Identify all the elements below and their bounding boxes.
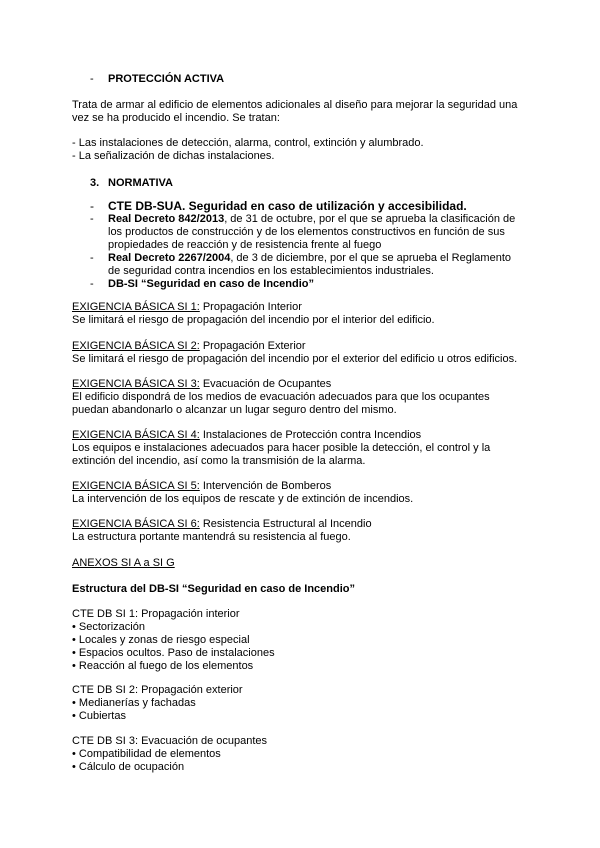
heading-text: PROTECCIÓN ACTIVA [108, 73, 225, 85]
list-dash: - [90, 73, 94, 85]
exigencia-text: Se limitará el riesgo de propagación del incendio por el interior del edificio. [72, 314, 435, 326]
exigencia-label: EXIGENCIA BÁSICA SI 3: [72, 378, 200, 390]
exigencia-si5 [72, 480, 542, 506]
exigencia-text: La intervención de los equipos de rescate y de extinción de incendios. [72, 493, 414, 505]
list-item: - La señalización de dichas instalaciones. [72, 150, 275, 162]
proteccion-items [72, 137, 542, 163]
exigencia-si4 [72, 429, 542, 468]
list-item [90, 200, 530, 213]
bullet-item: • Cálculo de ocupación [72, 761, 185, 773]
bullet-item: • Locales y zonas de riesgo especial [72, 634, 250, 646]
exigencia-label: EXIGENCIA BÁSICA SI 2: [72, 340, 200, 352]
proteccion-paragraph [72, 99, 542, 125]
normativa-list [90, 200, 530, 291]
exigencia-label: EXIGENCIA BÁSICA SI 1: [72, 301, 200, 313]
bullet-item: • Compatibilidad de elementos [72, 748, 221, 760]
si-title: CTE DB SI 3: Evacuación de ocupantes [72, 735, 268, 747]
exigencia-si3 [72, 378, 542, 417]
paragraph-line: vez se ha producido el incendio. Se tratan: [72, 112, 280, 124]
item-bold: DB-SI “Seguridad en caso de Incendio” [108, 278, 314, 290]
exigencia-si1 [72, 301, 542, 327]
list-dash: - [90, 278, 94, 290]
item-bold: Real Decreto 2267/2004 [108, 252, 231, 264]
list-dash: - [90, 199, 94, 213]
exigencia-text: Los equipos e instalaciones adecuados para hacer posible la detección, el control y la [72, 442, 491, 454]
section-number: 3. [90, 177, 100, 189]
exigencia-text: La estructura portante mantendrá su resistencia al fuego. [72, 531, 351, 543]
item-bold: Real Decreto 842/2013 [108, 213, 225, 225]
list-item [90, 213, 530, 252]
exigencia-si2 [72, 340, 542, 366]
exigencia-text: Se limitará el riesgo de propagación del incendio por el exterior del edificio u otros edificios. [72, 353, 518, 365]
item-bold: CTE DB-SUA. Seguridad en caso de utilización y accesibilidad. [108, 199, 467, 213]
item-text: , de 3 de diciembre, por el que se aprueba el Reglamento [230, 252, 511, 264]
list-dash: - [90, 252, 94, 264]
exigencia-text: extinción del incendio, así como la transmisión de la alarma. [72, 455, 366, 467]
item-line: los productos de construcción y de los elementos constructivos en función de sus [108, 226, 505, 238]
exigencia-title: Propagación Interior [199, 301, 302, 313]
exigencia-title: Propagación Exterior [199, 340, 306, 352]
bullet-item: • Cubiertas [72, 710, 126, 722]
si2-block [72, 684, 542, 723]
item-line: propiedades de reacción y de resistencia frente al fuego [108, 239, 382, 251]
si-title: CTE DB SI 2: Propagación exterior [72, 684, 243, 696]
anexos [72, 557, 542, 570]
anexos-text: ANEXOS SI A a SI G [72, 557, 175, 569]
exigencia-title: Intervención de Bomberos [199, 480, 332, 492]
heading-text: NORMATIVA [108, 177, 173, 189]
bullet-item: • Espacios ocultos. Paso de instalaciones [72, 647, 275, 659]
si1-block [72, 608, 542, 673]
exigencia-label: EXIGENCIA BÁSICA SI 5: [72, 480, 200, 492]
estructura-heading: Estructura del DB-SI “Seguridad en caso de Incendio” [72, 583, 356, 595]
exigencia-label: EXIGENCIA BÁSICA SI 6: [72, 518, 200, 530]
estructura-title [72, 583, 542, 596]
exigencia-title: Resistencia Estructural al Incendio [199, 518, 372, 530]
si-title: CTE DB SI 1: Propagación interior [72, 608, 240, 620]
item-line: de seguridad contra incendios en los establecimientos industriales. [108, 265, 434, 277]
bullet-item: • Medianerías y fachadas [72, 697, 196, 709]
exigencia-text: puedan abandonarlo o alcanzar un lugar seguro dentro del mismo. [72, 404, 397, 416]
paragraph-line: Trata de armar al edificio de elementos adicionales al diseño para mejorar la seguridad una [72, 99, 518, 111]
si3-block [72, 735, 542, 774]
exigencia-title: Instalaciones de Protección contra Incendios [199, 429, 422, 441]
exigencia-label: EXIGENCIA BÁSICA SI 4: [72, 429, 200, 441]
list-item [90, 252, 530, 278]
list-item: - Las instalaciones de detección, alarma, control, extinción y alumbrado. [72, 137, 424, 149]
item-text: , de 31 de octubre, por el que se aprueba la clasificación de [224, 213, 516, 225]
list-dash: - [90, 213, 94, 225]
exigencia-text: El edificio dispondrá de los medios de evacuación adecuados para que los ocupantes [72, 391, 490, 403]
exigencia-si6 [72, 518, 542, 544]
bullet-item: • Sectorización [72, 621, 145, 633]
exigencia-title: Evacuación de Ocupantes [199, 378, 332, 390]
bullet-item: • Reacción al fuego de los elementos [72, 660, 254, 672]
list-item [90, 278, 530, 291]
